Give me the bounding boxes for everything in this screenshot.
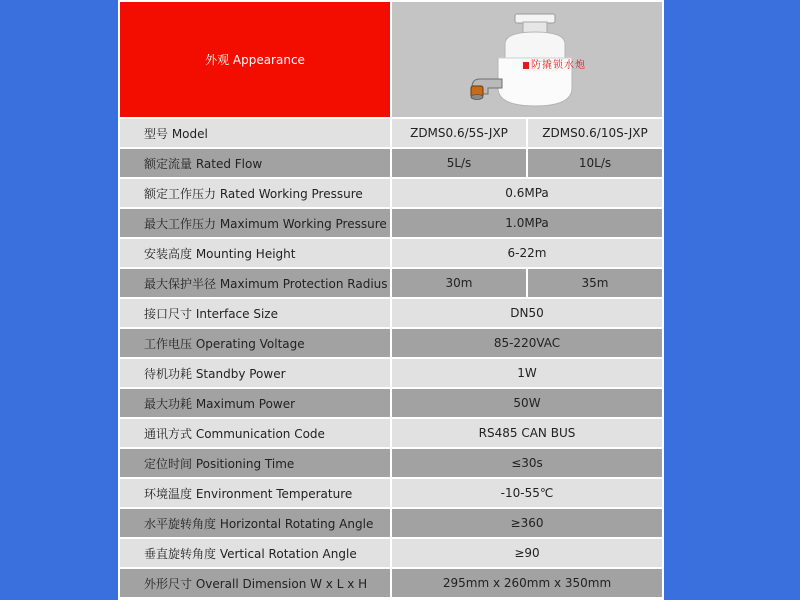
- spec-label: 最大保护半径 Maximum Protection Radius: [120, 269, 390, 297]
- spec-value: 35m: [528, 269, 662, 297]
- spec-row: [120, 239, 662, 267]
- spec-row: [120, 119, 662, 147]
- spec-row: [120, 359, 662, 387]
- spec-row: [120, 209, 662, 237]
- spec-value: ≤30s: [392, 449, 662, 477]
- spec-label: 接口尺寸 Interface Size: [120, 299, 390, 327]
- spec-label: 型号 Model: [120, 119, 390, 147]
- spec-table: [118, 0, 664, 600]
- product-brand-text: 防撬锁水炮: [531, 60, 586, 71]
- spec-value: 1W: [392, 359, 662, 387]
- spec-row: [120, 179, 662, 207]
- spec-row: [120, 539, 662, 567]
- spec-value: 85-220VAC: [392, 329, 662, 357]
- spec-label: 通讯方式 Communication Code: [120, 419, 390, 447]
- spec-value: RS485 CAN BUS: [392, 419, 662, 447]
- spec-row: [120, 449, 662, 477]
- spec-value: DN50: [392, 299, 662, 327]
- spec-value: ZDMS0.6/10S-JXP: [528, 119, 662, 147]
- spec-value: 6-22m: [392, 239, 662, 267]
- appearance-label-text: 外观 Appearance: [205, 53, 305, 67]
- spec-row: [120, 479, 662, 507]
- spec-value: 30m: [392, 269, 526, 297]
- spec-row: [120, 329, 662, 357]
- appearance-label: [120, 2, 390, 117]
- spec-row: [120, 149, 662, 177]
- spec-row: [120, 569, 662, 597]
- product-photo: [392, 2, 662, 117]
- spec-row: [120, 419, 662, 447]
- spec-row: [120, 389, 662, 417]
- spec-value: 50W: [392, 389, 662, 417]
- spec-label: 垂直旋转角度 Vertical Rotation Angle: [120, 539, 390, 567]
- spec-row: [120, 299, 662, 327]
- spec-row: [120, 269, 662, 297]
- spec-label: 最大功耗 Maximum Power: [120, 389, 390, 417]
- spec-value: 1.0MPa: [392, 209, 662, 237]
- spec-label: 环境温度 Environment Temperature: [120, 479, 390, 507]
- spec-rows: [120, 119, 662, 599]
- spec-label: 最大工作压力 Maximum Working Pressure: [120, 209, 390, 237]
- spec-value: 10L/s: [528, 149, 662, 177]
- spec-label: 定位时间 Positioning Time: [120, 449, 390, 477]
- spec-label: 水平旋转角度 Horizontal Rotating Angle: [120, 509, 390, 537]
- spec-label: 待机功耗 Standby Power: [120, 359, 390, 387]
- spec-row: [120, 509, 662, 537]
- spec-label: 工作电压 Operating Voltage: [120, 329, 390, 357]
- spec-label: 额定流量 Rated Flow: [120, 149, 390, 177]
- spec-value: 0.6MPa: [392, 179, 662, 207]
- spec-label: 外形尺寸 Overall Dimension W x L x H: [120, 569, 390, 597]
- spec-value: 295mm x 260mm x 350mm: [392, 569, 662, 597]
- appearance-header: [120, 2, 662, 117]
- water-cannon-image: [392, 2, 662, 117]
- spec-value: ZDMS0.6/5S-JXP: [392, 119, 526, 147]
- spec-value: 5L/s: [392, 149, 526, 177]
- spec-value: -10-55℃: [392, 479, 662, 507]
- spec-value: ≥90: [392, 539, 662, 567]
- spec-label: 安装高度 Mounting Height: [120, 239, 390, 267]
- spec-label: 额定工作压力 Rated Working Pressure: [120, 179, 390, 207]
- spec-value: ≥360: [392, 509, 662, 537]
